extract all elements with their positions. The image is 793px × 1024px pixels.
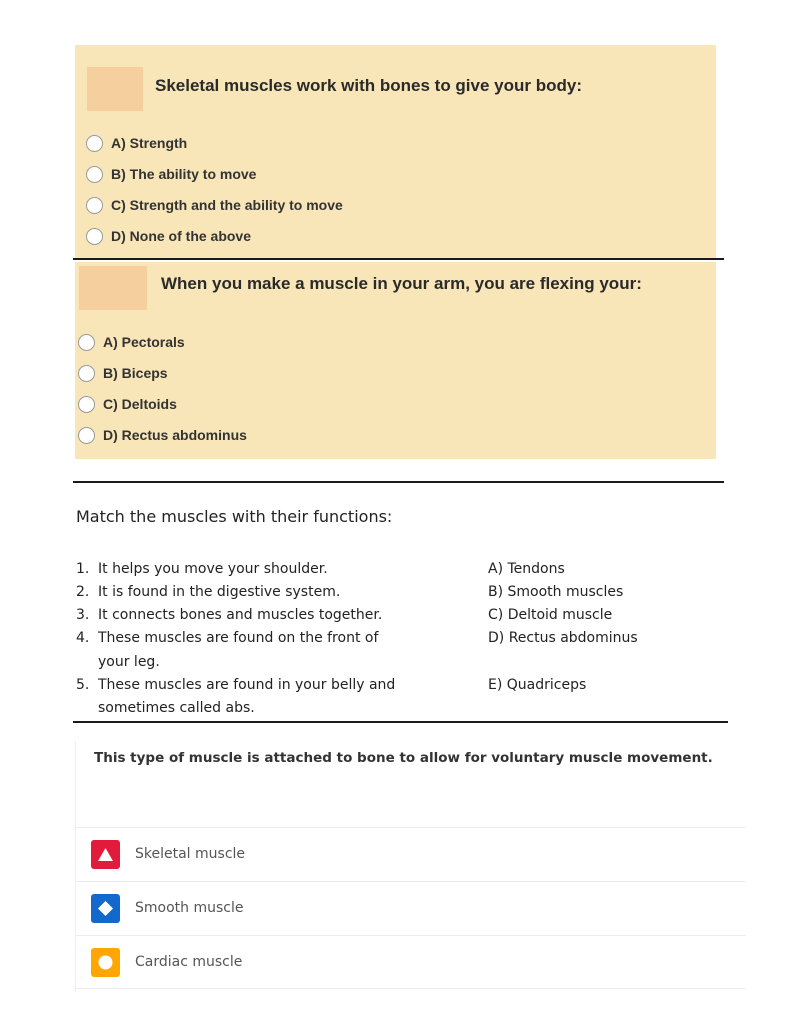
- radio-button[interactable]: [78, 427, 95, 444]
- question-1-text: Skeletal muscles work with bones to give your body:: [155, 76, 582, 95]
- question-1-option-c[interactable]: C) Strength and the ability to move: [86, 193, 343, 217]
- matching-title: Match the muscles with their functions:: [76, 507, 393, 526]
- item-number: 5.: [76, 677, 90, 693]
- question-number-box: [87, 67, 143, 111]
- item-number: 1.: [76, 561, 90, 577]
- question-4-text: This type of muscle is attached to bone to allow for voluntary muscle movement.: [94, 750, 713, 766]
- radio-button[interactable]: [86, 228, 103, 245]
- item-number: 2.: [76, 584, 90, 600]
- diamond-icon: [98, 901, 113, 916]
- question-number-box: [79, 266, 147, 310]
- matching-item-text: These muscles are found on the front of: [98, 630, 379, 646]
- answer-label: Skeletal muscle: [135, 846, 246, 862]
- divider-line: [73, 258, 724, 260]
- matching-item-text: sometimes called abs.: [98, 700, 255, 716]
- matching-item-text: It connects bones and muscles together.: [98, 607, 383, 623]
- question-4-card: [75, 741, 745, 992]
- matching-answer: B) Smooth muscles: [488, 584, 624, 600]
- radio-button[interactable]: [78, 365, 95, 382]
- matching-answer: C) Deltoid muscle: [488, 607, 613, 623]
- question-1-option-d[interactable]: D) None of the above: [86, 224, 251, 248]
- question-1-option-b[interactable]: B) The ability to move: [86, 162, 256, 186]
- answer-option-cardiac[interactable]: [76, 935, 746, 989]
- radio-button[interactable]: [86, 166, 103, 183]
- answer-badge: [91, 948, 120, 977]
- radio-button[interactable]: [78, 334, 95, 351]
- divider-line: [73, 721, 728, 723]
- divider-line: [73, 481, 724, 483]
- matching-answer: A) Tendons: [488, 561, 565, 577]
- radio-button[interactable]: [86, 135, 103, 152]
- item-number: 3.: [76, 607, 90, 623]
- question-2-option-d[interactable]: D) Rectus abdominus: [78, 423, 247, 447]
- question-1-option-a[interactable]: A) Strength: [86, 131, 187, 155]
- matching-item-text: It helps you move your shoulder.: [98, 561, 328, 577]
- matching-answer: E) Quadriceps: [488, 677, 587, 693]
- matching-answer: D) Rectus abdominus: [488, 630, 638, 646]
- answer-label: Smooth muscle: [135, 900, 244, 916]
- radio-button[interactable]: [78, 396, 95, 413]
- question-2-option-c[interactable]: C) Deltoids: [78, 392, 177, 416]
- question-2-text: When you make a muscle in your arm, you are flexing your:: [161, 274, 642, 293]
- answer-option-skeletal[interactable]: [76, 827, 746, 881]
- question-2-option-b[interactable]: B) Biceps: [78, 361, 168, 385]
- answer-option-smooth[interactable]: [76, 881, 746, 935]
- answer-label: Cardiac muscle: [135, 954, 243, 970]
- triangle-icon: [98, 848, 113, 861]
- question-2-option-a[interactable]: A) Pectorals: [78, 330, 185, 354]
- answer-badge: [91, 894, 120, 923]
- matching-item-text: It is found in the digestive system.: [98, 584, 341, 600]
- item-number: 4.: [76, 630, 90, 646]
- radio-button[interactable]: [86, 197, 103, 214]
- answer-badge: [91, 840, 120, 869]
- circle-icon: [98, 955, 113, 970]
- matching-item-text: your leg.: [98, 654, 160, 670]
- matching-item-text: These muscles are found in your belly and: [98, 677, 396, 693]
